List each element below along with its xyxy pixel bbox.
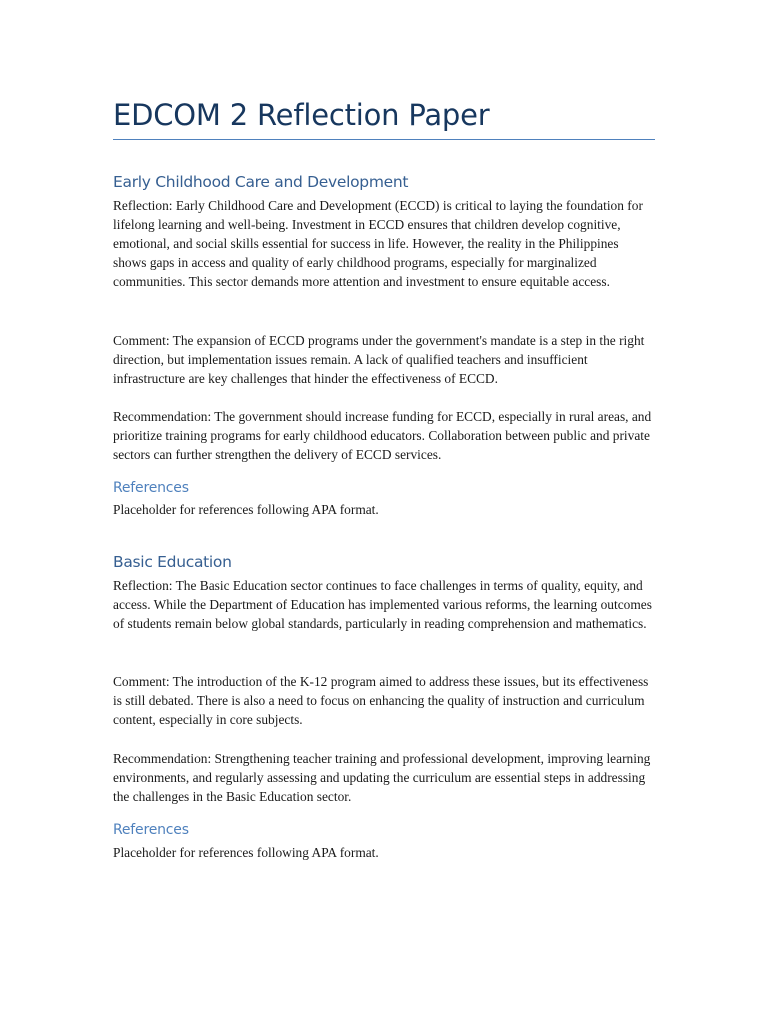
eccd-references-text: Placeholder for references following APA format. <box>113 502 379 517</box>
title-underline <box>113 139 655 140</box>
eccd-recommendation-paragraph: Recommendation: The government should increase funding for ECCD, especially in rural areas, and prioritize training programs for early childhood educators. Collaboration between public and private sectors can further strengthen the delivery of ECCD services. <box>113 409 652 462</box>
eccd-comment-paragraph: Comment: The expansion of ECCD programs under the government's mandate is a step in the right direction, but implementation issues remain. A lack of qualified teachers and insufficient infrastructure are key challenges that hinder the effectiveness of ECCD. <box>113 333 645 386</box>
eccd-reflection-paragraph: Reflection: Early Childhood Care and Development (ECCD) is critical to laying the foundation for lifelong learning and well-being. Investment in ECCD ensures that children develop cognitive, emotional, and social skills essential for success in life. However, the reality in the Philippines shows gaps in access and quality of early childhood programs, especially for marginalized communities. This sector demands more attention and investment to ensure equitable access. <box>113 198 643 289</box>
basic-ed-comment-paragraph: Comment: The introduction of the K-12 program aimed to address these issues, but its effectiveness is still debated. There is also a need to focus on enhancing the quality of instruction and curriculum content, especially in core subjects. <box>113 674 649 727</box>
eccd-references-heading: References <box>113 480 189 496</box>
basic-ed-recommendation-paragraph: Recommendation: Strengthening teacher training and professional development, improving learning environments, and regularly assessing and updating the curriculum are essential steps in addressing the challenges in the Basic Education sector. <box>113 751 651 804</box>
basic-ed-references-text: Placeholder for references following APA format. <box>113 845 379 860</box>
section-heading-basic-education: Basic Education <box>113 553 232 571</box>
document-title: EDCOM 2 Reflection Paper <box>113 98 490 132</box>
basic-ed-references-heading: References <box>113 822 189 838</box>
basic-ed-reflection-paragraph: Reflection: The Basic Education sector continues to face challenges in terms of quality, equity, and access. While the Department of Education has implemented various reforms, the learning outcomes of students remain below global standards, particularly in reading comprehension and mathematics. <box>113 578 652 631</box>
section-heading-eccd: Early Childhood Care and Development <box>113 173 409 191</box>
